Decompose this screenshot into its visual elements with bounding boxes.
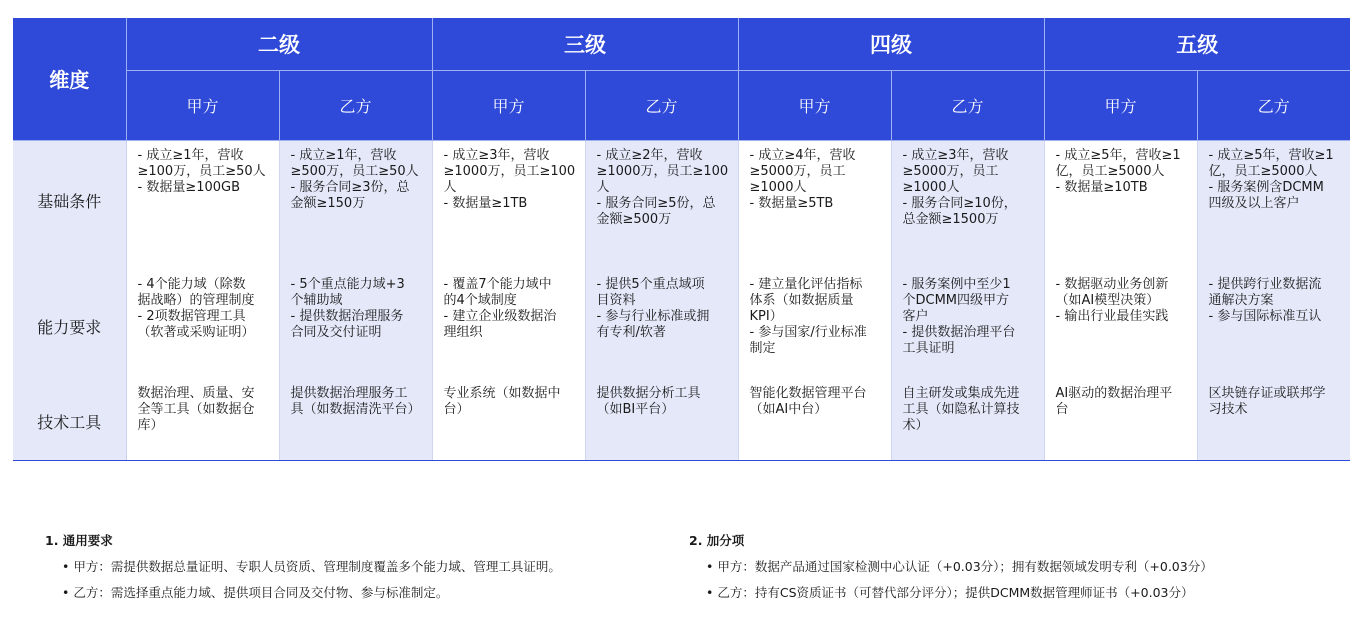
cell-text-line: ≥5000万，员工 <box>902 163 999 179</box>
dcmm-level-table <box>13 18 1350 461</box>
cell-text-line: 个DCMM四级甲方 <box>902 293 1010 308</box>
dimension-label: 技术工具 <box>13 378 126 460</box>
cell-text-line: 合同及交付证明 <box>290 325 382 340</box>
cell-text-line: 工具证明 <box>902 341 955 356</box>
cell-text-line: - 服务案例中至少1 <box>902 277 1011 292</box>
cell-text-line: - 数据量≥10TB <box>1055 179 1148 195</box>
cell-text-line: 金额≥500万 <box>596 211 672 227</box>
cell-text-line: - 参与行业标准或拥 <box>596 309 710 324</box>
general-requirements-title: 1. 通用要求 <box>45 533 113 548</box>
note-item: • 乙方：需选择重点能力域、提供项目合同及交付物、参与标准制定。 <box>62 585 449 600</box>
cell-text-line: 亿，员工≥5000人 <box>1055 163 1165 179</box>
cell-text-line: 提供数据治理服务工 <box>290 386 408 401</box>
cell-text-line: - 参与国家/行业标准 <box>749 325 867 340</box>
party-header: 乙方 <box>1197 70 1350 140</box>
cell-text-line: ≥100万，员工≥50人 <box>137 163 266 179</box>
cell-text-line: （软著或采购证明） <box>137 325 255 340</box>
table-cell <box>1197 263 1350 378</box>
cell-text-line: ≥5000万，员工 <box>749 163 846 179</box>
table-cell <box>1197 378 1350 460</box>
cell-text-line: - 数据量≥100GB <box>137 179 241 195</box>
cell-text-line: 个辅助域 <box>290 293 343 308</box>
cell-text-line: 提供数据分析工具 <box>596 386 701 401</box>
cell-text-line: 四级及以上客户 <box>1208 195 1300 211</box>
party-header: 甲方 <box>1044 70 1197 140</box>
cell-text-line: 制定 <box>749 341 776 356</box>
cell-text-line: - 建立量化评估指标 <box>749 277 863 292</box>
cell-text-line: - 服务合同≥3份，总 <box>290 179 410 195</box>
basic-conditions-row <box>13 140 1350 263</box>
cell-text-line: 全等工具（如数据仓 <box>137 402 255 417</box>
cell-text-line: 金额≥150万 <box>290 195 366 211</box>
cell-text-line: 理组织 <box>443 325 483 340</box>
level-header-4: 四级 <box>738 18 1044 70</box>
cell-text-line: ≥1000人 <box>749 179 807 195</box>
table-cell <box>585 378 738 460</box>
cell-text-line: - 数据驱动业务创新 <box>1055 277 1169 292</box>
cell-text-line: - 提供5个重点域项 <box>596 277 705 292</box>
cell-text-line: 库） <box>137 418 164 433</box>
cell-text-line: - 提供数据治理服务 <box>290 309 404 324</box>
table-cell <box>432 263 585 378</box>
cell-text-line: 据战略）的管理制度 <box>137 293 255 308</box>
table-cell <box>1197 140 1350 263</box>
cell-text-line: 台） <box>443 402 470 417</box>
table-cell <box>1044 378 1197 460</box>
table-cell <box>738 378 891 460</box>
cell-text-line: （如AI中台） <box>749 402 828 417</box>
dimension-label: 基础条件 <box>13 140 126 263</box>
cell-text-line: 的4个域制度 <box>443 293 517 308</box>
cell-text-line: ≥1000人 <box>902 179 960 195</box>
cell-text-line: 通解决方案 <box>1208 293 1274 308</box>
table-cell <box>126 263 279 378</box>
dimension-label: 能力要求 <box>13 263 126 378</box>
table-cell <box>738 263 891 378</box>
cell-text-line: 自主研发或集成先进 <box>902 386 1020 401</box>
cell-text-line: - 成立≥5年，营收≥1 <box>1055 147 1181 163</box>
cell-text-line: - 参与国际标准互认 <box>1208 309 1322 324</box>
cell-text-line: ≥500万，员工≥50人 <box>290 163 419 179</box>
cell-text-line: - 成立≥3年，营收 <box>902 147 1009 163</box>
level-header-2: 二级 <box>126 18 432 70</box>
bonus-items <box>689 528 1213 606</box>
level-header-3: 三级 <box>432 18 738 70</box>
cell-text-line: 人 <box>443 179 457 195</box>
cell-text-line: - 数据量≥1TB <box>443 195 528 211</box>
table-cell <box>891 140 1044 263</box>
note-item: • 甲方：数据产品通过国家检测中心认证（+0.03分）；拥有数据领域发明专利（+0.03分） <box>706 559 1213 574</box>
table-cell <box>432 140 585 263</box>
cell-text-line: AI驱动的数据治理平 <box>1055 386 1173 401</box>
cell-text-line: - 2项数据管理工具 <box>137 309 246 324</box>
cell-text-line: 工具（如隐私计算技 <box>902 402 1020 417</box>
cell-text-line: - 服务合同≥10份， <box>902 195 1017 211</box>
cell-text-line: - 成立≥1年，营收 <box>290 147 397 163</box>
table-cell <box>1044 263 1197 378</box>
party-header: 甲方 <box>126 70 279 140</box>
cell-text-line: - 4个能力域（除数 <box>137 277 246 292</box>
cell-text-line: - 5个重点能力域+3 <box>290 277 405 292</box>
cell-text-line: 体系（如数据质量 <box>749 293 854 308</box>
table-cell <box>279 263 432 378</box>
cell-text-line: 亿，员工≥5000人 <box>1208 163 1318 179</box>
cell-text-line: - 提供跨行业数据流 <box>1208 277 1322 292</box>
cell-text-line: ≥1000万，员工≥100 <box>443 163 576 179</box>
cell-text-line: 客户 <box>902 309 929 324</box>
general-requirements <box>45 528 561 606</box>
table-cell <box>585 263 738 378</box>
cell-text-line: KPI） <box>749 309 783 324</box>
cell-text-line: - 输出行业最佳实践 <box>1055 309 1169 324</box>
table-cell <box>279 140 432 263</box>
cell-text-line: - 数据量≥5TB <box>749 195 834 211</box>
technical-tools-row <box>13 378 1350 460</box>
bonus-items-title: 2. 加分项 <box>689 533 745 548</box>
table-cell <box>432 378 585 460</box>
cell-text-line: - 建立企业级数据治 <box>443 309 557 324</box>
cell-text-line: 具（如数据清洗平台） <box>290 402 421 417</box>
cell-text-line: - 成立≥2年，营收 <box>596 147 703 163</box>
table-cell <box>1044 140 1197 263</box>
party-header: 乙方 <box>279 70 432 140</box>
cell-text-line: - 成立≥4年，营收 <box>749 147 856 163</box>
cell-text-line: 人 <box>596 179 610 195</box>
cell-text-line: - 成立≥3年，营收 <box>443 147 550 163</box>
cell-text-line: 专业系统（如数据中 <box>443 386 561 401</box>
note-item: • 乙方：持有CS资质证书（可替代部分评分）；提供DCMM数据管理师证书（+0.03分） <box>706 585 1194 600</box>
table-cell <box>585 140 738 263</box>
party-header: 乙方 <box>585 70 738 140</box>
capability-requirements-row <box>13 263 1350 378</box>
cell-text-line: 术） <box>902 418 929 433</box>
level-header-5: 五级 <box>1044 18 1350 70</box>
cell-text-line: 目资料 <box>596 293 636 308</box>
table-cell <box>126 140 279 263</box>
cell-text-line: 数据治理、质量、安 <box>137 386 255 401</box>
cell-text-line: - 服务合同≥5份，总 <box>596 195 716 211</box>
cell-text-line: - 成立≥1年，营收 <box>137 147 244 163</box>
cell-text-line: 智能化数据管理平台 <box>749 386 867 401</box>
cell-text-line: - 成立≥5年，营收≥1 <box>1208 147 1334 163</box>
requirements-table <box>13 18 1350 461</box>
cell-text-line: 台 <box>1055 402 1069 417</box>
cell-text-line: - 提供数据治理平台 <box>902 325 1016 340</box>
table-cell <box>279 378 432 460</box>
table-cell <box>891 378 1044 460</box>
table-cell <box>126 378 279 460</box>
cell-text-line: - 服务案例含DCMM <box>1208 179 1324 195</box>
party-header: 甲方 <box>738 70 891 140</box>
cell-text-line: ≥1000万，员工≥100 <box>596 163 729 179</box>
party-header: 甲方 <box>432 70 585 140</box>
cell-text-line: 总金额≥1500万 <box>902 211 999 227</box>
dimension-header: 维度 <box>13 18 126 140</box>
note-item: • 甲方：需提供数据总量证明、专职人员资质、管理制度覆盖多个能力域、管理工具证明。 <box>62 559 561 574</box>
cell-text-line: （如AI模型决策） <box>1055 293 1160 308</box>
table-cell <box>891 263 1044 378</box>
cell-text-line: 区块链存证或联邦学 <box>1208 386 1326 401</box>
cell-text-line: （如BI平台） <box>596 402 675 417</box>
party-header: 乙方 <box>891 70 1044 140</box>
cell-text-line: - 覆盖7个能力域中 <box>443 277 552 292</box>
cell-text-line: 习技术 <box>1208 402 1248 417</box>
cell-text-line: 有专利/软著 <box>596 325 666 340</box>
table-cell <box>738 140 891 263</box>
